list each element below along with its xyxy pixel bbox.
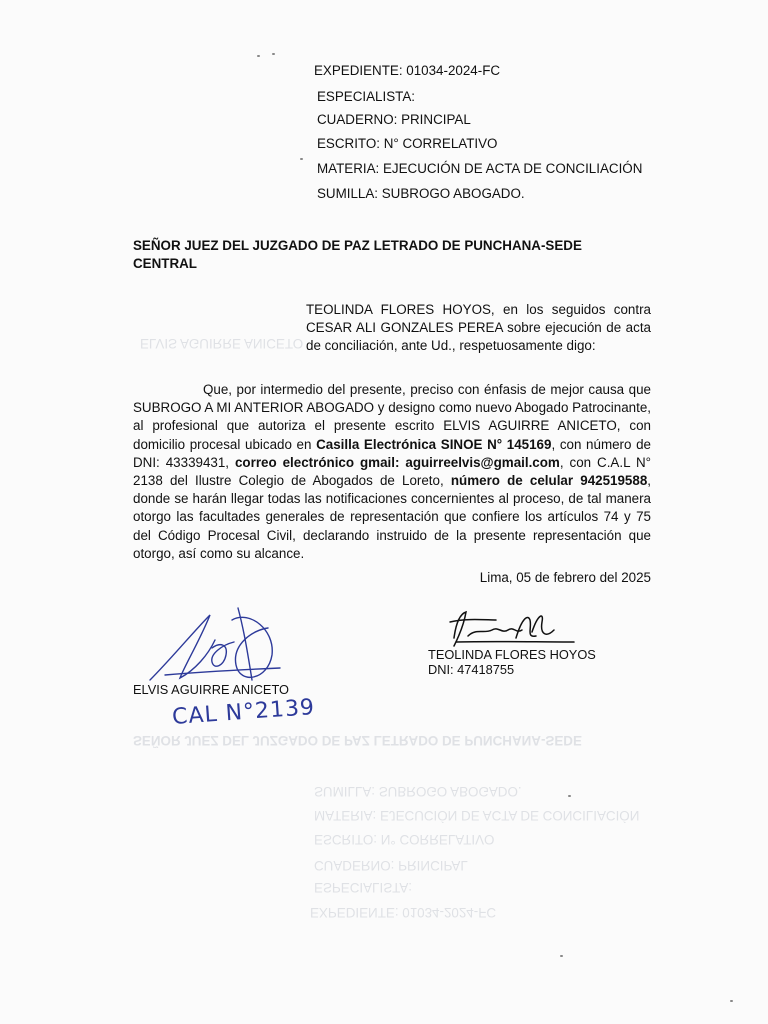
scan-speck xyxy=(560,955,563,957)
bleed-through-text: ELVIS AGUIRRE ANICETO xyxy=(140,336,304,351)
materia-line: MATERIA: EJECUCIÓN DE ACTA DE CONCILIACIÓN xyxy=(317,161,643,176)
client-signature xyxy=(446,608,586,650)
bleed-through-text: SEÑOR JUEZ DEL JUZGADO DE PAZ LETRADO DE PUNCHANA-SEDE xyxy=(133,733,582,748)
scan-speck xyxy=(272,53,275,55)
bleed-through-text: ESCRITO: N° CORRELATIVO xyxy=(314,832,495,847)
body-text-4: , donde se harán llegar todas las notificaciones concernientes al proceso, de tal manera otorgo las facultades generales de representación que confiere los artículos 74 y 75 del Código Procesal Civil, declarando instruido de la presente representación que otorgo, así como su alcance. xyxy=(133,473,651,561)
body-text-1: Que, por intermedio del presente, preciso con énfasis de mejor causa que SUBROGO A MI ANTERIOR ABOGADO y designo como nuevo Abogado Patrocinante, al profesional que autoriza el presente escrito ELVIS AGUIRRE ANICETO, con domicilio procesal ubicado en xyxy=(133,382,652,452)
body-text-3: , con C.A.L N° 2138 del Ilustre Colegio de Abogados de Loreto, xyxy=(133,454,652,489)
lawyer-signature xyxy=(140,600,290,688)
handwritten-cal-number: CAL N°2139 xyxy=(171,695,316,730)
bleed-through-text: MATERIA: EJECUCIÓN DE ACTA DE CONCILIACIÓN xyxy=(314,808,640,823)
cuaderno-line: CUADERNO: PRINCIPAL xyxy=(317,112,471,127)
sumilla-line: SUMILLA: SUBROGO ABOGADO. xyxy=(317,186,525,201)
body-text-2: , con número de DNI: 43339431, xyxy=(133,436,652,470)
body-paragraph xyxy=(133,381,651,563)
client-name: TEOLINDA FLORES HOYOS xyxy=(428,647,596,662)
intro-paragraph: TEOLINDA FLORES HOYOS, en los seguidos contra CESAR ALI GONZALES PEREA sobre ejecución de acta de conciliación, ante Ud., respetuosamente digo: xyxy=(306,302,651,353)
bleed-through-text: ESPECIALISTA: xyxy=(314,880,412,895)
bleed-through-text: CUADERNO: PRINCIPAL xyxy=(314,858,468,873)
email-contact: correo electrónico gmail: aguirreelvis@gmail.com xyxy=(234,454,560,470)
addressee-heading: SEÑOR JUEZ DEL JUZGADO DE PAZ LETRADO DE PUNCHANA-SEDE CENTRAL xyxy=(133,238,582,271)
phone-contact: número de celular 942519588 xyxy=(450,473,648,489)
lawyer-name: ELVIS AGUIRRE ANICETO xyxy=(133,682,289,697)
escrito-line: ESCRITO: N° CORRELATIVO xyxy=(317,136,498,151)
client-dni: DNI: 47418755 xyxy=(428,662,515,677)
date-line: Lima, 05 de febrero del 2025 xyxy=(479,570,651,585)
especialista-line: ESPECIALISTA: xyxy=(317,89,415,104)
casilla-electronica: Casilla Electrónica SINOE N° 145169 xyxy=(316,436,552,452)
bleed-through-text: EXPEDIENTE: 01034-2024-FC xyxy=(310,905,497,920)
client-signature-block xyxy=(428,647,596,677)
scan-speck xyxy=(257,55,260,57)
scan-speck xyxy=(300,158,303,160)
scan-speck xyxy=(568,795,571,797)
bleed-through-text: SUMILLA: SUBROGO ABOGADO. xyxy=(314,784,522,799)
scan-speck xyxy=(730,1000,733,1002)
expediente-line: EXPEDIENTE: 01034-2024-FC xyxy=(314,63,501,78)
